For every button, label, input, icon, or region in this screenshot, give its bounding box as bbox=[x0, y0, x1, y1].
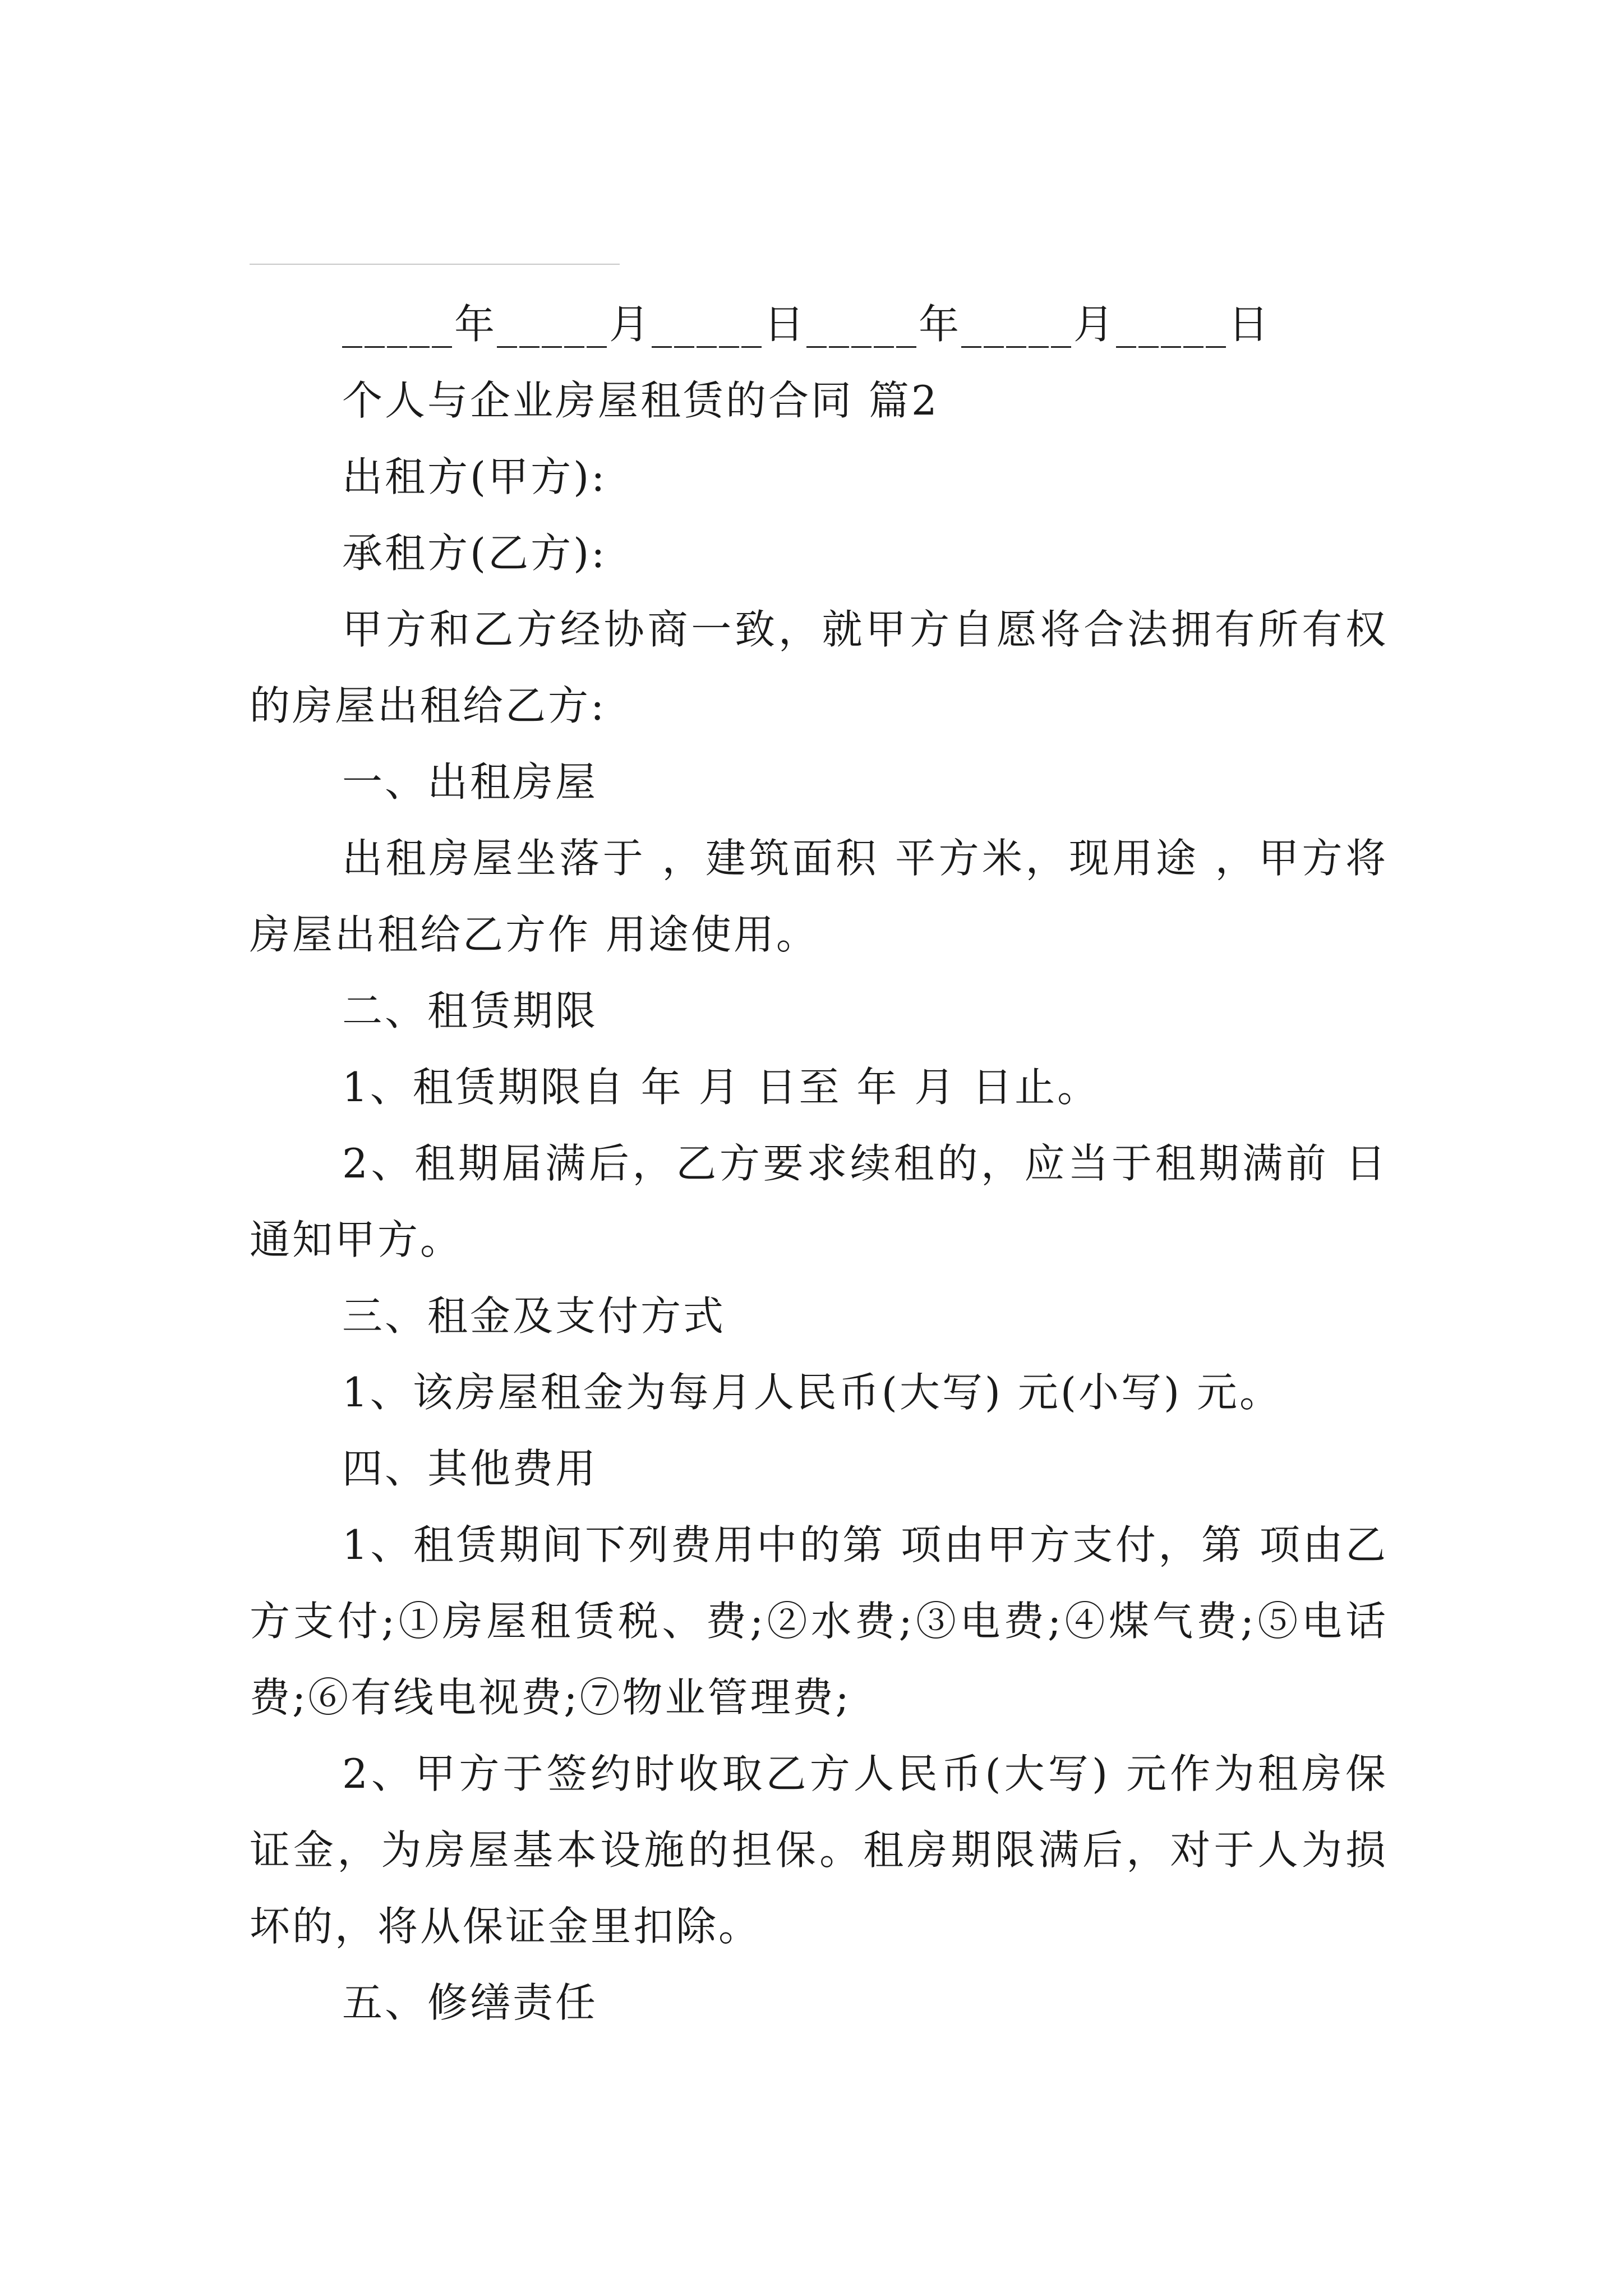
lessee-label: 承租方(乙方): bbox=[342, 530, 607, 577]
document-body bbox=[250, 286, 1388, 2041]
rent-payment-item-1: 1、该房屋租金为每月人民币(大写) 元(小写) 元。 bbox=[342, 1369, 1282, 1416]
lease-term-item-2: 2、租期届满后，乙方要求续租的，应当于租期满前 日通知甲方。 bbox=[250, 1140, 1388, 1263]
lease-term-item-1: 1、租赁期限自 年 月 日至 年 月 日止。 bbox=[342, 1064, 1100, 1111]
intro-paragraph: 甲方和乙方经协商一致，就甲方自愿将合法拥有所有权的房屋出租给乙方: bbox=[250, 606, 1388, 729]
other-fees-item-1: 1、租赁期间下列费用中的第 项由甲方支付，第 项由乙方支付;①房屋租赁税、费;②水费;③电费;④煤气费;⑤电话费;⑥有线电视费;⑦物业管理费; bbox=[250, 1521, 1388, 1721]
lessor-label: 出租方(甲方): bbox=[342, 453, 607, 500]
section-heading-lease-term: 二、租赁期限 bbox=[342, 987, 598, 1034]
section-heading-rent-payment: 三、租金及支付方式 bbox=[342, 1292, 726, 1340]
section-heading-other-fees: 四、其他费用 bbox=[342, 1445, 598, 1492]
rental-property-paragraph: 出租房屋坐落于 ，建筑面积 平方米，现用途 ，甲方将房屋出租给乙方作 用途使用。 bbox=[250, 835, 1388, 958]
contract-title: 个人与企业房屋租赁的合同 篇2 bbox=[342, 377, 939, 424]
signature-date-line: _____年_____月_____日_____年_____月_____日 bbox=[342, 301, 1271, 348]
top-divider bbox=[250, 264, 620, 265]
section-heading-repair-responsibility: 五、修缮责任 bbox=[342, 1979, 598, 2026]
other-fees-item-2: 2、甲方于签约时收取乙方人民币(大写) 元作为租房保证金，为房屋基本设施的担保。租房期限满后，对于人为损坏的，将从保证金里扣除。 bbox=[250, 1750, 1388, 1950]
section-heading-rental-property: 一、出租房屋 bbox=[342, 758, 598, 806]
